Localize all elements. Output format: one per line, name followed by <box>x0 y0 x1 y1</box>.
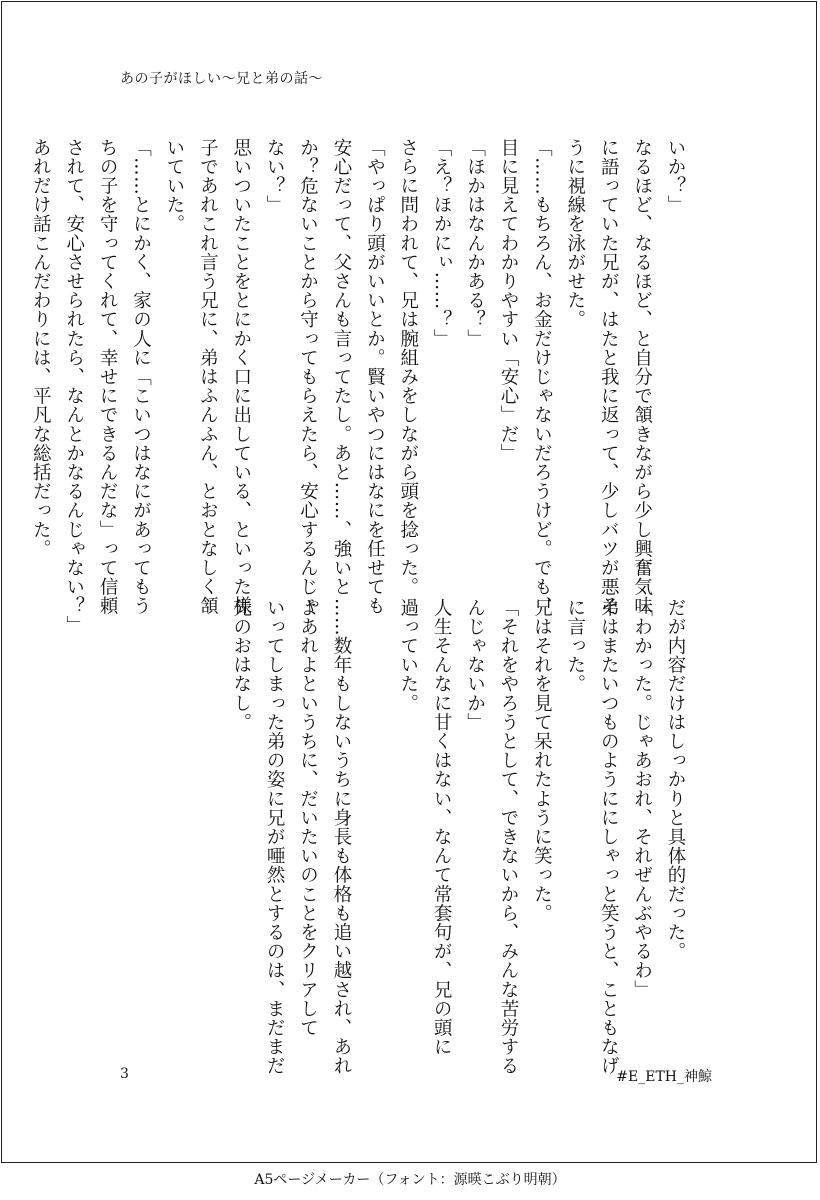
text-line: に言った。 <box>564 598 586 694</box>
text-line: なるほど、なるほど、と自分で頷きながら少し興奮気味 <box>631 138 653 616</box>
text-line: 弟はまたいつものようににしゃっと笑うと、こともなげ <box>598 598 620 1076</box>
text-line: いていた。 <box>163 138 185 234</box>
text-line: あれだけ話こんだわりには、平凡な総括だった。 <box>30 138 52 559</box>
page-number: 3 <box>120 1066 129 1082</box>
text-line: 目に見えてわかりやすい「安心」だ」 <box>497 138 519 463</box>
text-line: 思いついたことをとにかく口に出している、といった様 <box>230 138 252 616</box>
text-line: だが内容だけはしっかりと具体的だった。 <box>665 598 686 961</box>
page-header-title: あの子がほしい〜兄と弟の話〜 <box>120 71 323 87</box>
text-line: されて、安心させられたら、なんとかなるんじゃない？」 <box>63 138 85 635</box>
text-line: んじゃないか」 <box>464 598 486 732</box>
text-line: ちの子を守ってくれて、幸せにできるんだな」って信頼 <box>97 138 119 616</box>
text-line: 「え？ほかにぃ……？」 <box>431 138 453 349</box>
text-line: 「それをやろうとして、できないから、みんな苦労する <box>497 598 519 1076</box>
text-line: ない？」 <box>264 138 286 215</box>
blank-line <box>358 598 391 1058</box>
text-line: いってしまった弟の姿に兄が唖然とするのは、まだまだ <box>264 598 286 1076</box>
footer-credit: A5ページメーカー（フォント：源暎こぶり明朝） <box>254 1172 566 1188</box>
text-block-bottom <box>224 598 692 1076</box>
text-line: 「……もちろん、お金だけじゃないだろうけど。でも、 <box>531 138 553 616</box>
text-line: 安心だって、父さんも言ってたし。あと……、強いと <box>330 138 352 597</box>
text-line: 過っていた。 <box>397 598 419 713</box>
text-line: うに視線を泳がせた。 <box>564 138 586 329</box>
text-line: さらに問われて、兄は腕組みをしながら頭を捻った。 <box>397 138 419 597</box>
text-line: ……数年もしないうちに身長も体格も追い越され、あれ <box>330 598 352 1076</box>
text-line: 先のおはなし。 <box>230 598 252 732</box>
text-line: 兄はそれを見て呆れたように笑った。 <box>531 598 553 923</box>
text-line: 人生そんなに甘くはない、なんて常套句が、兄の頭に <box>431 598 453 1057</box>
text-block-top <box>24 138 692 635</box>
text-line: 子であれこれ言う兄に、弟はふんふん、とおとなしく頷 <box>197 138 219 616</box>
author-tag: #E_ETH_神鯨 <box>616 1069 712 1085</box>
text-line: いか？」 <box>665 138 686 215</box>
text-line: 「やっぱり頭がいいとか。賢いやつにはなにを任せても <box>364 138 386 616</box>
text-line: 「ほかはなんかある？」 <box>464 138 486 349</box>
text-line: か？危ないことから守ってもらえたら、安心するんじゃ <box>297 138 319 616</box>
text-line: 「わかった。じゃあおれ、それぜんぶやるわ」 <box>631 598 653 1000</box>
text-line: 「……とにかく、家の人に「こいつはなにがあってもう <box>130 138 152 616</box>
text-line: に語っていた兄が、はたと我に返って、少しバツが悪そ <box>598 138 620 616</box>
text-line: よあれよというちに、だいたいのことをクリアして <box>297 598 319 1038</box>
